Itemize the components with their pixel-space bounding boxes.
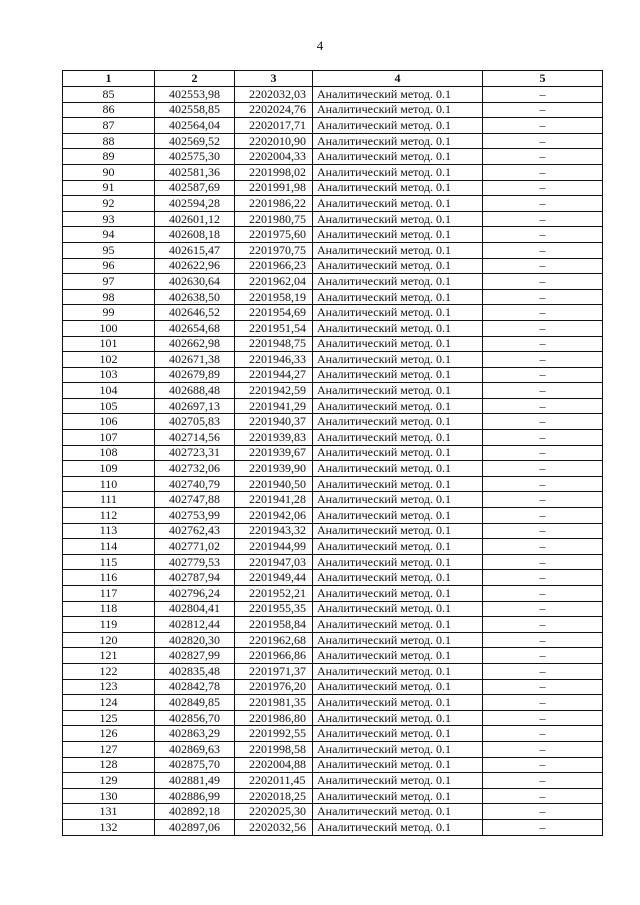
method-cell: Аналитический метод. 0.1	[313, 320, 483, 336]
point-number-cell: 87	[63, 118, 155, 134]
method-cell: Аналитический метод. 0.1	[313, 180, 483, 196]
y-coordinate-cell: 2201939,67	[235, 445, 313, 461]
y-coordinate-cell: 2201986,22	[235, 196, 313, 212]
point-number-cell: 102	[63, 352, 155, 368]
point-number-cell: 132	[63, 819, 155, 835]
y-coordinate-cell: 2201940,50	[235, 476, 313, 492]
point-number-cell: 86	[63, 102, 155, 118]
x-coordinate-cell: 402638,50	[155, 289, 235, 305]
method-cell: Аналитический метод. 0.1	[313, 258, 483, 274]
note-cell: –	[483, 710, 603, 726]
x-coordinate-cell: 402553,98	[155, 87, 235, 103]
y-coordinate-cell: 2201939,83	[235, 430, 313, 446]
note-cell: –	[483, 274, 603, 290]
y-coordinate-cell: 2201951,54	[235, 320, 313, 336]
method-cell: Аналитический метод. 0.1	[313, 102, 483, 118]
x-coordinate-cell: 402662,98	[155, 336, 235, 352]
point-number-cell: 126	[63, 726, 155, 742]
point-number-cell: 120	[63, 632, 155, 648]
point-number-cell: 125	[63, 710, 155, 726]
point-number-cell: 114	[63, 539, 155, 555]
point-number-cell: 99	[63, 305, 155, 321]
point-number-cell: 93	[63, 211, 155, 227]
note-cell: –	[483, 570, 603, 586]
y-coordinate-cell: 2201954,69	[235, 305, 313, 321]
note-cell: –	[483, 679, 603, 695]
note-cell: –	[483, 508, 603, 524]
y-coordinate-cell: 2201944,99	[235, 539, 313, 555]
point-number-cell: 90	[63, 164, 155, 180]
note-cell: –	[483, 289, 603, 305]
table-row	[63, 804, 603, 820]
y-coordinate-cell: 2202032,03	[235, 87, 313, 103]
x-coordinate-cell: 402892,18	[155, 804, 235, 820]
note-cell: –	[483, 211, 603, 227]
point-number-cell: 128	[63, 757, 155, 773]
x-coordinate-cell: 402753,99	[155, 508, 235, 524]
table-row	[63, 617, 603, 633]
x-coordinate-cell: 402779,53	[155, 554, 235, 570]
y-coordinate-cell: 2201944,27	[235, 367, 313, 383]
point-number-cell: 129	[63, 773, 155, 789]
method-cell: Аналитический метод. 0.1	[313, 741, 483, 757]
y-coordinate-cell: 2201981,35	[235, 695, 313, 711]
method-cell: Аналитический метод. 0.1	[313, 445, 483, 461]
page-number: 4	[316, 38, 324, 53]
method-cell: Аналитический метод. 0.1	[313, 757, 483, 773]
method-cell: Аналитический метод. 0.1	[313, 663, 483, 679]
x-coordinate-cell: 402622,96	[155, 258, 235, 274]
table-row	[63, 196, 603, 212]
x-coordinate-cell: 402679,89	[155, 367, 235, 383]
header-col-1: 1	[63, 71, 155, 87]
note-cell: –	[483, 695, 603, 711]
y-coordinate-cell: 2201958,84	[235, 617, 313, 633]
point-number-cell: 131	[63, 804, 155, 820]
x-coordinate-cell: 402654,68	[155, 320, 235, 336]
x-coordinate-cell: 402897,06	[155, 819, 235, 835]
method-cell: Аналитический метод. 0.1	[313, 570, 483, 586]
x-coordinate-cell: 402875,70	[155, 757, 235, 773]
method-cell: Аналитический метод. 0.1	[313, 336, 483, 352]
table-row	[63, 773, 603, 789]
note-cell: –	[483, 430, 603, 446]
point-number-cell: 117	[63, 586, 155, 602]
method-cell: Аналитический метод. 0.1	[313, 242, 483, 258]
y-coordinate-cell: 2201952,21	[235, 586, 313, 602]
method-cell: Аналитический метод. 0.1	[313, 710, 483, 726]
table-row	[63, 648, 603, 664]
method-cell: Аналитический метод. 0.1	[313, 476, 483, 492]
table-row	[63, 102, 603, 118]
method-cell: Аналитический метод. 0.1	[313, 383, 483, 399]
note-cell: –	[483, 617, 603, 633]
note-cell: –	[483, 648, 603, 664]
note-cell: –	[483, 804, 603, 820]
table-row	[63, 133, 603, 149]
method-cell: Аналитический метод. 0.1	[313, 352, 483, 368]
method-cell: Аналитический метод. 0.1	[313, 87, 483, 103]
table-row	[63, 476, 603, 492]
note-cell: –	[483, 320, 603, 336]
x-coordinate-cell: 402697,13	[155, 398, 235, 414]
table-row	[63, 601, 603, 617]
point-number-cell: 111	[63, 492, 155, 508]
method-cell: Аналитический метод. 0.1	[313, 133, 483, 149]
x-coordinate-cell: 402732,06	[155, 461, 235, 477]
note-cell: –	[483, 461, 603, 477]
table-row	[63, 741, 603, 757]
note-cell: –	[483, 554, 603, 570]
table-row	[63, 242, 603, 258]
method-cell: Аналитический метод. 0.1	[313, 632, 483, 648]
x-coordinate-cell: 402671,38	[155, 352, 235, 368]
x-coordinate-cell: 402762,43	[155, 523, 235, 539]
note-cell: –	[483, 445, 603, 461]
table-row	[63, 149, 603, 165]
x-coordinate-cell: 402705,83	[155, 414, 235, 430]
x-coordinate-cell: 402608,18	[155, 227, 235, 243]
y-coordinate-cell: 2201998,02	[235, 164, 313, 180]
x-coordinate-cell: 402581,36	[155, 164, 235, 180]
note-cell: –	[483, 102, 603, 118]
x-coordinate-cell: 402646,52	[155, 305, 235, 321]
note-cell: –	[483, 87, 603, 103]
x-coordinate-cell: 402723,31	[155, 445, 235, 461]
table-row	[63, 289, 603, 305]
x-coordinate-cell: 402747,88	[155, 492, 235, 508]
method-cell: Аналитический метод. 0.1	[313, 539, 483, 555]
note-cell: –	[483, 352, 603, 368]
table-row	[63, 554, 603, 570]
point-number-cell: 92	[63, 196, 155, 212]
table-row	[63, 305, 603, 321]
x-coordinate-cell: 402575,30	[155, 149, 235, 165]
y-coordinate-cell: 2201946,33	[235, 352, 313, 368]
note-cell: –	[483, 492, 603, 508]
y-coordinate-cell: 2201958,19	[235, 289, 313, 305]
note-cell: –	[483, 788, 603, 804]
x-coordinate-cell: 402569,52	[155, 133, 235, 149]
x-coordinate-cell: 402827,99	[155, 648, 235, 664]
point-number-cell: 94	[63, 227, 155, 243]
point-number-cell: 105	[63, 398, 155, 414]
y-coordinate-cell: 2201971,37	[235, 663, 313, 679]
point-number-cell: 118	[63, 601, 155, 617]
header-col-4: 4	[313, 71, 483, 87]
point-number-cell: 104	[63, 383, 155, 399]
point-number-cell: 124	[63, 695, 155, 711]
point-number-cell: 97	[63, 274, 155, 290]
table-row	[63, 710, 603, 726]
note-cell: –	[483, 726, 603, 742]
header-col-5: 5	[483, 71, 603, 87]
note-cell: –	[483, 819, 603, 835]
method-cell: Аналитический метод. 0.1	[313, 430, 483, 446]
y-coordinate-cell: 2201948,75	[235, 336, 313, 352]
method-cell: Аналитический метод. 0.1	[313, 118, 483, 134]
method-cell: Аналитический метод. 0.1	[313, 461, 483, 477]
method-cell: Аналитический метод. 0.1	[313, 196, 483, 212]
table-header	[63, 71, 603, 87]
point-number-cell: 112	[63, 508, 155, 524]
point-number-cell: 119	[63, 617, 155, 633]
point-number-cell: 109	[63, 461, 155, 477]
note-cell: –	[483, 336, 603, 352]
table-row	[63, 586, 603, 602]
note-cell: –	[483, 663, 603, 679]
method-cell: Аналитический метод. 0.1	[313, 274, 483, 290]
y-coordinate-cell: 2202032,56	[235, 819, 313, 835]
y-coordinate-cell: 2202004,88	[235, 757, 313, 773]
y-coordinate-cell: 2201986,80	[235, 710, 313, 726]
x-coordinate-cell: 402787,94	[155, 570, 235, 586]
note-cell: –	[483, 367, 603, 383]
y-coordinate-cell: 2202010,90	[235, 133, 313, 149]
point-number-cell: 106	[63, 414, 155, 430]
x-coordinate-cell: 402812,44	[155, 617, 235, 633]
table-row	[63, 398, 603, 414]
table-row	[63, 383, 603, 399]
table-row	[63, 508, 603, 524]
table-row	[63, 726, 603, 742]
method-cell: Аналитический метод. 0.1	[313, 508, 483, 524]
header-col-3: 3	[235, 71, 313, 87]
point-number-cell: 121	[63, 648, 155, 664]
table-row	[63, 819, 603, 835]
point-number-cell: 101	[63, 336, 155, 352]
method-cell: Аналитический метод. 0.1	[313, 211, 483, 227]
y-coordinate-cell: 2201998,58	[235, 741, 313, 757]
method-cell: Аналитический метод. 0.1	[313, 804, 483, 820]
method-cell: Аналитический метод. 0.1	[313, 554, 483, 570]
x-coordinate-cell: 402594,28	[155, 196, 235, 212]
y-coordinate-cell: 2201966,23	[235, 258, 313, 274]
method-cell: Аналитический метод. 0.1	[313, 648, 483, 664]
note-cell: –	[483, 164, 603, 180]
y-coordinate-cell: 2201962,68	[235, 632, 313, 648]
y-coordinate-cell: 2201962,04	[235, 274, 313, 290]
point-number-cell: 113	[63, 523, 155, 539]
note-cell: –	[483, 227, 603, 243]
x-coordinate-cell: 402796,24	[155, 586, 235, 602]
point-number-cell: 91	[63, 180, 155, 196]
x-coordinate-cell: 402849,85	[155, 695, 235, 711]
method-cell: Аналитический метод. 0.1	[313, 398, 483, 414]
note-cell: –	[483, 632, 603, 648]
point-number-cell: 107	[63, 430, 155, 446]
y-coordinate-cell: 2202024,76	[235, 102, 313, 118]
method-cell: Аналитический метод. 0.1	[313, 819, 483, 835]
note-cell: –	[483, 133, 603, 149]
point-number-cell: 96	[63, 258, 155, 274]
y-coordinate-cell: 2201966,86	[235, 648, 313, 664]
point-number-cell: 123	[63, 679, 155, 695]
method-cell: Аналитический метод. 0.1	[313, 695, 483, 711]
x-coordinate-cell: 402740,79	[155, 476, 235, 492]
y-coordinate-cell: 2201991,98	[235, 180, 313, 196]
x-coordinate-cell: 402869,63	[155, 741, 235, 757]
table-row	[63, 539, 603, 555]
x-coordinate-cell: 402615,47	[155, 242, 235, 258]
point-number-cell: 127	[63, 741, 155, 757]
table-row	[63, 227, 603, 243]
method-cell: Аналитический метод. 0.1	[313, 788, 483, 804]
note-cell: –	[483, 601, 603, 617]
note-cell: –	[483, 539, 603, 555]
x-coordinate-cell: 402688,48	[155, 383, 235, 399]
note-cell: –	[483, 476, 603, 492]
note-cell: –	[483, 398, 603, 414]
x-coordinate-cell: 402564,04	[155, 118, 235, 134]
x-coordinate-cell: 402820,30	[155, 632, 235, 648]
note-cell: –	[483, 180, 603, 196]
x-coordinate-cell: 402804,41	[155, 601, 235, 617]
y-coordinate-cell: 2201976,20	[235, 679, 313, 695]
x-coordinate-cell: 402856,70	[155, 710, 235, 726]
table-row	[63, 336, 603, 352]
method-cell: Аналитический метод. 0.1	[313, 726, 483, 742]
x-coordinate-cell: 402601,12	[155, 211, 235, 227]
y-coordinate-cell: 2201947,03	[235, 554, 313, 570]
y-coordinate-cell: 2201980,75	[235, 211, 313, 227]
note-cell: –	[483, 523, 603, 539]
point-number-cell: 110	[63, 476, 155, 492]
y-coordinate-cell: 2201970,75	[235, 242, 313, 258]
method-cell: Аналитический метод. 0.1	[313, 164, 483, 180]
method-cell: Аналитический метод. 0.1	[313, 523, 483, 539]
y-coordinate-cell: 2201940,37	[235, 414, 313, 430]
y-coordinate-cell: 2201975,60	[235, 227, 313, 243]
table-row	[63, 570, 603, 586]
point-number-cell: 122	[63, 663, 155, 679]
y-coordinate-cell: 2201941,28	[235, 492, 313, 508]
point-number-cell: 89	[63, 149, 155, 165]
point-number-cell: 98	[63, 289, 155, 305]
table-row	[63, 461, 603, 477]
note-cell: –	[483, 741, 603, 757]
x-coordinate-cell: 402842,78	[155, 679, 235, 695]
table-row	[63, 258, 603, 274]
table-body	[63, 87, 603, 836]
table-row	[63, 788, 603, 804]
table-row	[63, 632, 603, 648]
point-number-cell: 95	[63, 242, 155, 258]
method-cell: Аналитический метод. 0.1	[313, 679, 483, 695]
x-coordinate-cell: 402881,49	[155, 773, 235, 789]
table-row	[63, 164, 603, 180]
table-row	[63, 274, 603, 290]
note-cell: –	[483, 414, 603, 430]
point-number-cell: 100	[63, 320, 155, 336]
point-number-cell: 116	[63, 570, 155, 586]
y-coordinate-cell: 2202011,45	[235, 773, 313, 789]
method-cell: Аналитический метод. 0.1	[313, 367, 483, 383]
table-row	[63, 211, 603, 227]
y-coordinate-cell: 2202025,30	[235, 804, 313, 820]
point-number-cell: 108	[63, 445, 155, 461]
table-row	[63, 118, 603, 134]
y-coordinate-cell: 2201942,59	[235, 383, 313, 399]
x-coordinate-cell: 402630,64	[155, 274, 235, 290]
note-cell: –	[483, 773, 603, 789]
method-cell: Аналитический метод. 0.1	[313, 773, 483, 789]
method-cell: Аналитический метод. 0.1	[313, 601, 483, 617]
method-cell: Аналитический метод. 0.1	[313, 617, 483, 633]
y-coordinate-cell: 2201941,29	[235, 398, 313, 414]
table-row	[63, 180, 603, 196]
point-number-cell: 130	[63, 788, 155, 804]
table-row	[63, 492, 603, 508]
table-row	[63, 430, 603, 446]
method-cell: Аналитический метод. 0.1	[313, 227, 483, 243]
method-cell: Аналитический метод. 0.1	[313, 149, 483, 165]
x-coordinate-cell: 402714,56	[155, 430, 235, 446]
x-coordinate-cell: 402863,29	[155, 726, 235, 742]
note-cell: –	[483, 586, 603, 602]
note-cell: –	[483, 757, 603, 773]
note-cell: –	[483, 118, 603, 134]
y-coordinate-cell: 2201955,35	[235, 601, 313, 617]
y-coordinate-cell: 2202018,25	[235, 788, 313, 804]
x-coordinate-cell: 402587,69	[155, 180, 235, 196]
point-number-cell: 115	[63, 554, 155, 570]
method-cell: Аналитический метод. 0.1	[313, 586, 483, 602]
point-number-cell: 85	[63, 87, 155, 103]
header-col-2: 2	[155, 71, 235, 87]
y-coordinate-cell: 2201942,06	[235, 508, 313, 524]
table-row	[63, 663, 603, 679]
table-row	[63, 367, 603, 383]
point-number-cell: 103	[63, 367, 155, 383]
note-cell: –	[483, 383, 603, 399]
table-row	[63, 320, 603, 336]
y-coordinate-cell: 2201992,55	[235, 726, 313, 742]
table-row	[63, 414, 603, 430]
method-cell: Аналитический метод. 0.1	[313, 305, 483, 321]
note-cell: –	[483, 258, 603, 274]
x-coordinate-cell: 402835,48	[155, 663, 235, 679]
method-cell: Аналитический метод. 0.1	[313, 414, 483, 430]
method-cell: Аналитический метод. 0.1	[313, 289, 483, 305]
coordinates-table	[62, 70, 603, 836]
header-row	[63, 71, 603, 87]
point-number-cell: 88	[63, 133, 155, 149]
table-row	[63, 87, 603, 103]
table-row	[63, 679, 603, 695]
y-coordinate-cell: 2201943,32	[235, 523, 313, 539]
x-coordinate-cell: 402771,02	[155, 539, 235, 555]
y-coordinate-cell: 2202004,33	[235, 149, 313, 165]
y-coordinate-cell: 2201949,44	[235, 570, 313, 586]
note-cell: –	[483, 196, 603, 212]
table-row	[63, 757, 603, 773]
x-coordinate-cell: 402886,99	[155, 788, 235, 804]
method-cell: Аналитический метод. 0.1	[313, 492, 483, 508]
note-cell: –	[483, 149, 603, 165]
y-coordinate-cell: 2202017,71	[235, 118, 313, 134]
table-row	[63, 352, 603, 368]
table-row	[63, 523, 603, 539]
y-coordinate-cell: 2201939,90	[235, 461, 313, 477]
table-row	[63, 695, 603, 711]
table-row	[63, 445, 603, 461]
note-cell: –	[483, 242, 603, 258]
note-cell: –	[483, 305, 603, 321]
x-coordinate-cell: 402558,85	[155, 102, 235, 118]
